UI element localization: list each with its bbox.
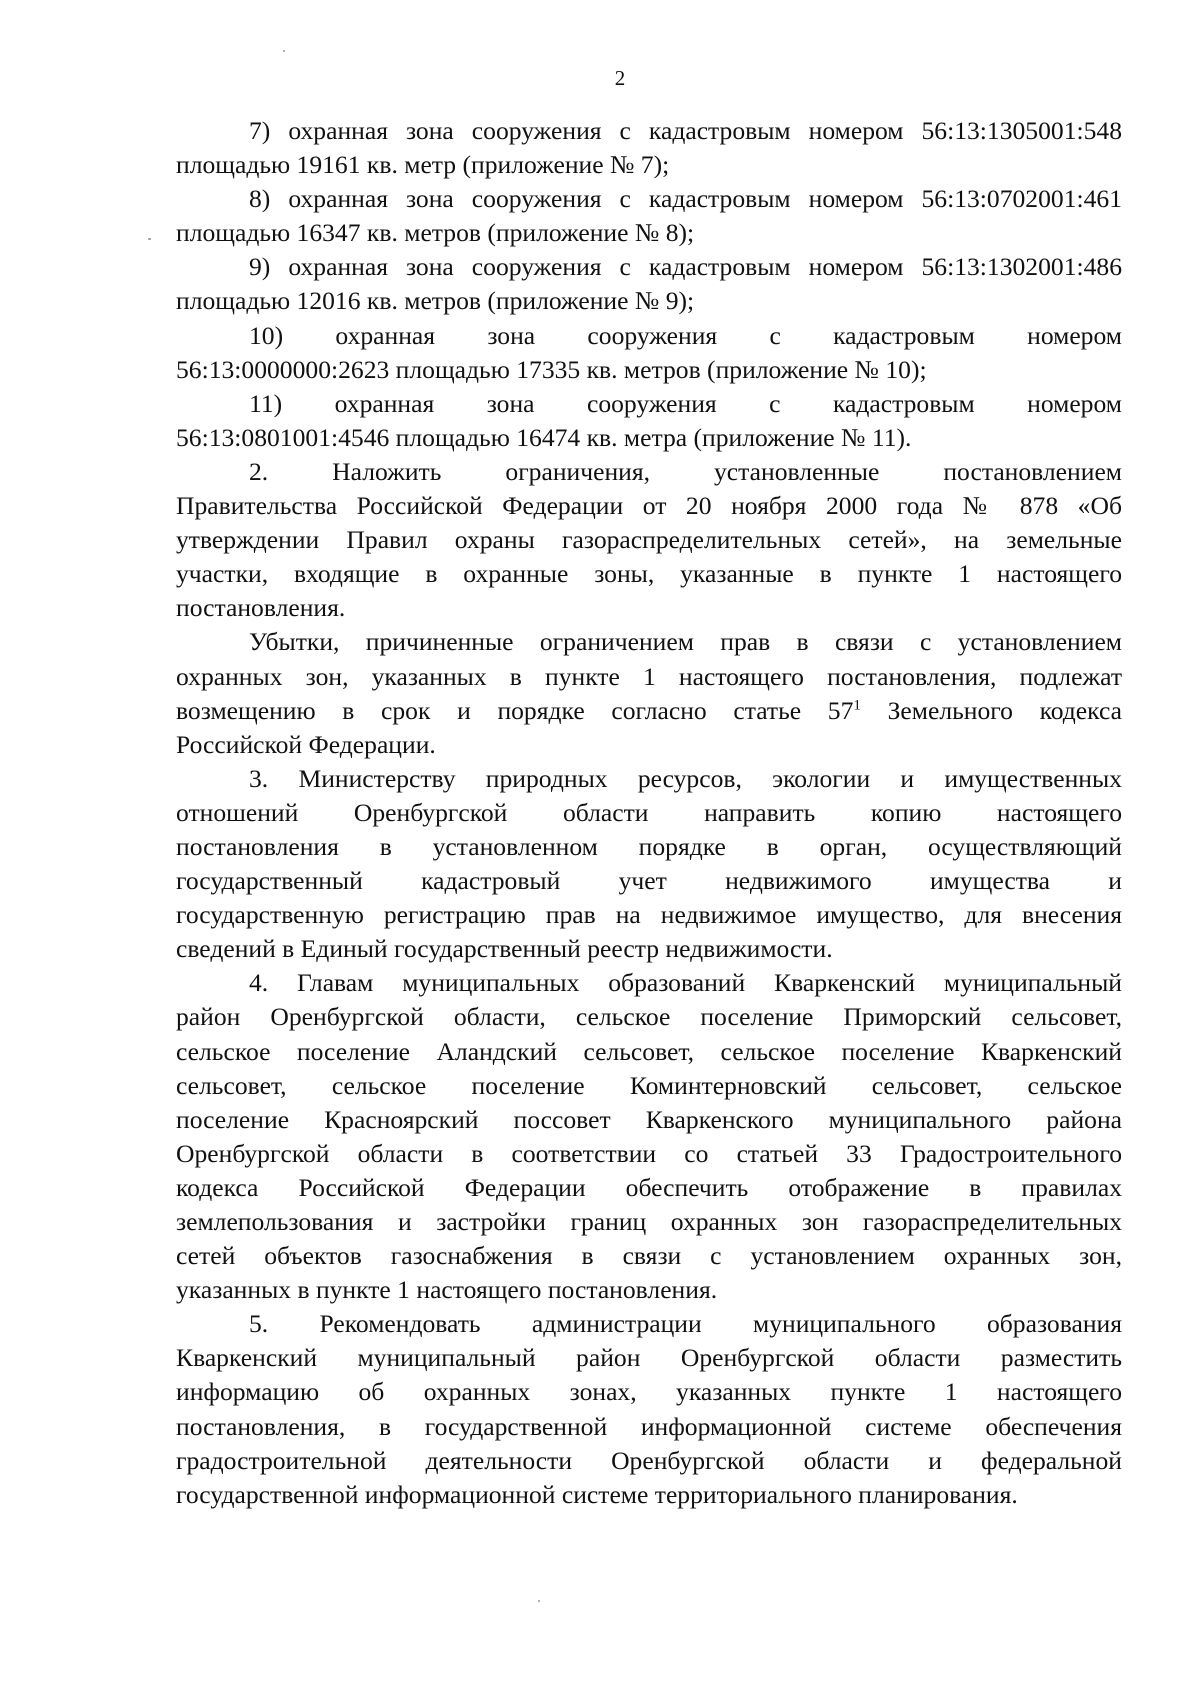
text-line: постановления в установленном порядке в орган, осуществляющий (176, 831, 1122, 861)
text-line: утверждении Правил охраны газораспределительных сетей», на земельные (176, 525, 1122, 555)
text-line: кодекса Российской Федерации обеспечить отображение в правилах (176, 1172, 1122, 1202)
text-line: градостроительной деятельности Оренбургской области и федеральной (176, 1445, 1122, 1475)
text-line: сельское поселение Аландский сельсовет, сельское поселение Кваркенский (176, 1036, 1122, 1066)
list-item-11 (176, 387, 1122, 455)
text-line: отношений Оренбургской области направить копию настоящего (176, 797, 1122, 827)
clause-4 (176, 966, 1122, 1307)
text-line: участки, входящие в охранные зоны, указанные в пункте 1 настоящего (176, 559, 1122, 589)
text-line: охранных зон, указанных в пункте 1 настоящего постановления, подлежат (176, 661, 1122, 691)
superscript: 1 (853, 697, 861, 714)
text-line: сетей объектов газоснабжения в связи с установлением охранных зон, (176, 1241, 1122, 1271)
clause-2 (176, 455, 1122, 625)
text-line: 3. Министерству природных ресурсов, экологии и имущественных (249, 763, 1122, 793)
scan-speck (538, 1600, 540, 1602)
text-fragment: возмещению в срок и порядке согласно статье 57 (176, 695, 854, 725)
text-line: Оренбургской области в соответствии со статьей 33 Градостроительного (176, 1138, 1122, 1168)
text-line: государственную регистрацию прав на недвижимое имущество, для внесения (176, 900, 1122, 930)
text-line: 56:13:0000000:2623 площадью 17335 кв. метров (приложение № 10); (176, 354, 927, 384)
text-line: район Оренбургской области, сельское поселение Приморский сельсовет, (176, 1002, 1122, 1032)
text-line: постановления, в государственной информационной системе обеспечения (176, 1411, 1122, 1441)
text-line: 10) охранная зона сооружения с кадастровым номером (249, 320, 1122, 350)
text-line: государственный кадастровый учет недвижимого имущества и (176, 866, 1122, 896)
document-body (176, 114, 1122, 1512)
list-item-10 (176, 319, 1122, 387)
text-line: Правительства Российской Федерации от 20 ноября 2000 года № 878 «Об (176, 491, 1122, 521)
text-line: площадью 12016 кв. метров (приложение № 9); (176, 286, 695, 316)
text-line: поселение Красноярский поссовет Кваркенского муниципального района (176, 1104, 1122, 1134)
text-line: сельсовет, сельское поселение Коминтерновский сельсовет, сельское (176, 1070, 1122, 1100)
text-line: 4. Главам муниципальных образований Кваркенский муниципальный (249, 968, 1122, 998)
text-line: площадью 16347 кв. метров (приложение № 8); (176, 218, 695, 248)
text-line: указанных в пункте 1 настоящего постановления. (176, 1275, 718, 1305)
scan-speck (283, 50, 285, 52)
clause-2-losses (176, 625, 1122, 761)
list-item-8 (176, 182, 1122, 250)
text-line: 5. Рекомендовать администрации муниципального образования (249, 1309, 1122, 1339)
text-fragment: Земельного кодекса (860, 695, 1122, 725)
text-line: Российской Федерации. (176, 729, 436, 759)
list-item-9 (176, 250, 1122, 318)
text-line: 7) охранная зона сооружения с кадастровым номером 56:13:1305001:548 (249, 116, 1122, 145)
text-line: государственной информационной системе территориального планирования. (176, 1479, 1018, 1509)
text-line: 56:13:0801001:4546 площадью 16474 кв. метра (приложение № 11). (176, 422, 912, 452)
text-line: землепользования и застройки границ охранных зон газораспределительных (176, 1207, 1122, 1236)
text-line: 11) охранная зона сооружения с кадастровым номером (249, 388, 1122, 418)
text-line: Кваркенский муниципальный район Оренбургской области разместить (176, 1343, 1122, 1373)
list-item-7 (176, 114, 1122, 182)
text-line: Убытки, причиненные ограничением прав в связи с установлением (249, 627, 1122, 657)
text-line: постановления. (176, 593, 346, 623)
clause-5 (176, 1307, 1122, 1512)
clause-3 (176, 762, 1122, 967)
text-line: сведений в Единый государственный реестр недвижимости. (176, 934, 833, 964)
scan-speck (148, 238, 151, 240)
page-number: 2 (614, 66, 626, 90)
text-line: информацию об охранных зонах, указанных пункте 1 настоящего (176, 1377, 1122, 1407)
text-line: площадью 19161 кв. метр (приложение № 7); (176, 150, 670, 180)
text-line: 9) охранная зона сооружения с кадастровым номером 56:13:1302001:486 (249, 252, 1122, 282)
text-line: 2. Наложить ограничения, установленные постановлением (249, 456, 1122, 486)
text-line-with-superscript (176, 694, 1122, 728)
text-line: 8) охранная зона сооружения с кадастровым номером 56:13:0702001:461 (249, 184, 1122, 214)
